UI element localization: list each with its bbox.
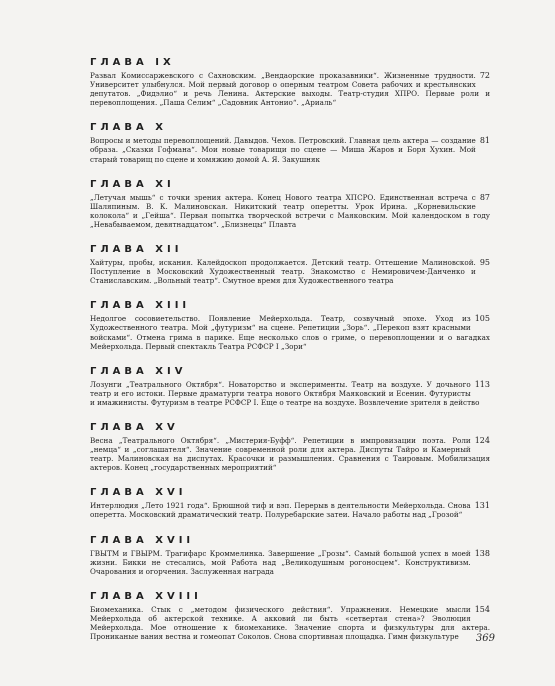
chapter-summary	[90, 549, 490, 576]
chapter-entry-13	[90, 299, 490, 350]
chapter-entry-16	[90, 486, 490, 519]
chapter-summary-text: Недолгое сосовиетельство. Появление Мейерхольда. Театр, созвучный эпохе. Уход из Художественного театра. Мой „футуризм“ на сцене. Репетиции „Зорь“. „Перекоп взят красными войсками“. Отмена грима в парике. Еще несколько слов о гриме, о перевоплощении и о вагадках Мейерхольда. Первый спектакль Театра РСФСР I „Зори“	[90, 314, 490, 351]
chapter-title: ГЛАВА XVII	[90, 534, 195, 546]
chapter-title: ГЛАВА IX	[90, 57, 175, 68]
chapter-summary	[90, 136, 490, 163]
chapter-summary	[90, 193, 490, 229]
chapter-title: ГЛАВА XIV	[90, 365, 187, 377]
chapter-entry-10	[90, 121, 490, 163]
chapter-summary-text: Биомеханика. Стык с „методом физического действия“. Упражнения. Немецкие мысли Мейерхольда об актерской технике. А акковий ли быть «сетвертая стена»? Эволюция Мейерхольда. Мое отношение к биомеханике. Значение спорта и физкультуры для актера. Прониканые вания вестна и гомеопат Соколов. Снова спортивная площадка. Гимн физкультуре	[90, 604, 490, 642]
page-number: 369	[475, 633, 495, 644]
table-of-contents	[90, 56, 490, 641]
chapter-title: ГЛАВА XV	[90, 421, 179, 433]
chapter-page-number: 95	[479, 258, 490, 268]
chapter-page-number: 138	[474, 548, 490, 558]
chapter-summary-text: Интерлюдия „Лето 1921 года“. Брюшной тиф и вэп. Перерыв в деятельности Мейерхольда. Снова оперетта. Московский драматический театр. Полуребарские затеи. Начало работы над „Грозой“	[90, 501, 471, 520]
chapter-entry-14	[90, 365, 490, 407]
chapter-summary	[90, 258, 490, 285]
chapter-summary	[90, 71, 490, 107]
chapter-summary-text: Весна „Театрального Октября“. „Мистерия-Буфф“. Репетиции в импровизации поэта. Роли „немца“ и „соглашателя“. Значение современной роли для актера. Диспуты Тайро и Камерный театр. Малиновская на диспутах. Красочки и размышления. Сравнения с Таировым. Мобилизация актеров. Конец „государственных мероприятий“	[90, 435, 490, 473]
chapter-title: ГЛАВА XVI	[90, 487, 187, 499]
chapter-summary	[90, 501, 490, 519]
chapter-entry-9	[90, 56, 490, 107]
chapter-summary-text: Вопросы и методы перевоплощений. Давыдов. Чехов. Петровский. Главная цель актера — создание образа. „Сказки Гофмана“. Мои новые товарищи по сцене — Миша Жаров и Боря Хухин. Мой старый товарищ по сцене и хомяжию домой А. Я. Закушняк	[90, 136, 476, 164]
chapter-page-number: 81	[479, 136, 490, 146]
chapter-summary	[90, 314, 490, 350]
chapter-page-number: 87	[479, 192, 490, 202]
chapter-title: ГЛАВА XIII	[90, 300, 191, 312]
chapter-summary	[90, 605, 490, 641]
chapter-summary	[90, 380, 490, 407]
chapter-page-number: 105	[474, 314, 490, 324]
chapter-title: ГЛАВА XI	[90, 178, 175, 190]
chapter-summary-text: Лозунги „Театрального Октября“. Новаторство и эксперименты. Театр на воздухе. У дочьного театр и его истоки. Первые драматурги театра нового Октября Маяковский и Есенин. Футуристы и имажинисты. Футуризм в театре РСФСР I. Еще о театре на воздухе. Возвлечение зрителя в действо	[90, 379, 480, 407]
chapter-summary-text: ГВЫТМ и ГВЫРМ. Трагифарс Кроммелинка. Завершение „Грозы“. Самый большой успех в моей жизни. Бикки не стесались, мой Работа над „Великодушным рогоносцем“. Конструктивизм. Очарования и огорчения. Заслуженная награда	[90, 548, 471, 576]
chapter-entry-12	[90, 243, 490, 285]
chapter-page-number: 113	[474, 379, 490, 389]
chapter-summary-text: Развал Комиссаржевского с Сахновским. „Вендаорские проказавники“. Жизненные трудности. Университет улыбнулся. Мой первый договор о оперным театром Совета рабочих и крестьянских депутатов. „Фидэлио“ и речь Ленина. Актерские выходы. Театр-студия ХПРО. Первые роли и перевоплощения. „Паша Селим“ „Садовник Антонио“. „Ариаль“	[90, 71, 490, 108]
chapter-entry-18	[90, 590, 490, 641]
chapter-page-number: 72	[479, 71, 490, 80]
chapter-summary-text: „Летучая мышь“ с точки зрения актера. Конец Нового театра ХПСРО. Единственная встреча с Шаляпиным. В. К. Малиновская. Никитский театр оперетты. Урок Ирина. „Корневильские колокола“ и „Гейша“. Первая попытка творческой встречи с Маяковским. Мой календоском в году „Невабываемом, девятнадцатом“. „Близнецы“ Плавта	[90, 192, 490, 229]
chapter-entry-17	[90, 534, 490, 576]
chapter-title: ГЛАВА XVIII	[90, 590, 202, 602]
chapter-page-number: 154	[474, 604, 490, 614]
chapter-entry-15	[90, 421, 490, 472]
chapter-entry-11	[90, 178, 490, 229]
chapter-title: ГЛАВА X	[90, 122, 167, 134]
chapter-summary-text: Хайтуры, пробы, искания. Калейдоскоп продолжается. Детский театр. Оттешение Малиновской. Поступление в Московский Художественный театр. Знакомство с Немировичем-Данченко и Станиславским. „Вольный театр“. Смутное время для Художественного театра	[90, 258, 476, 286]
chapter-page-number: 124	[474, 435, 490, 445]
chapter-title: ГЛАВА XII	[90, 244, 183, 256]
chapter-summary	[90, 436, 490, 472]
chapter-page-number: 131	[474, 501, 490, 511]
